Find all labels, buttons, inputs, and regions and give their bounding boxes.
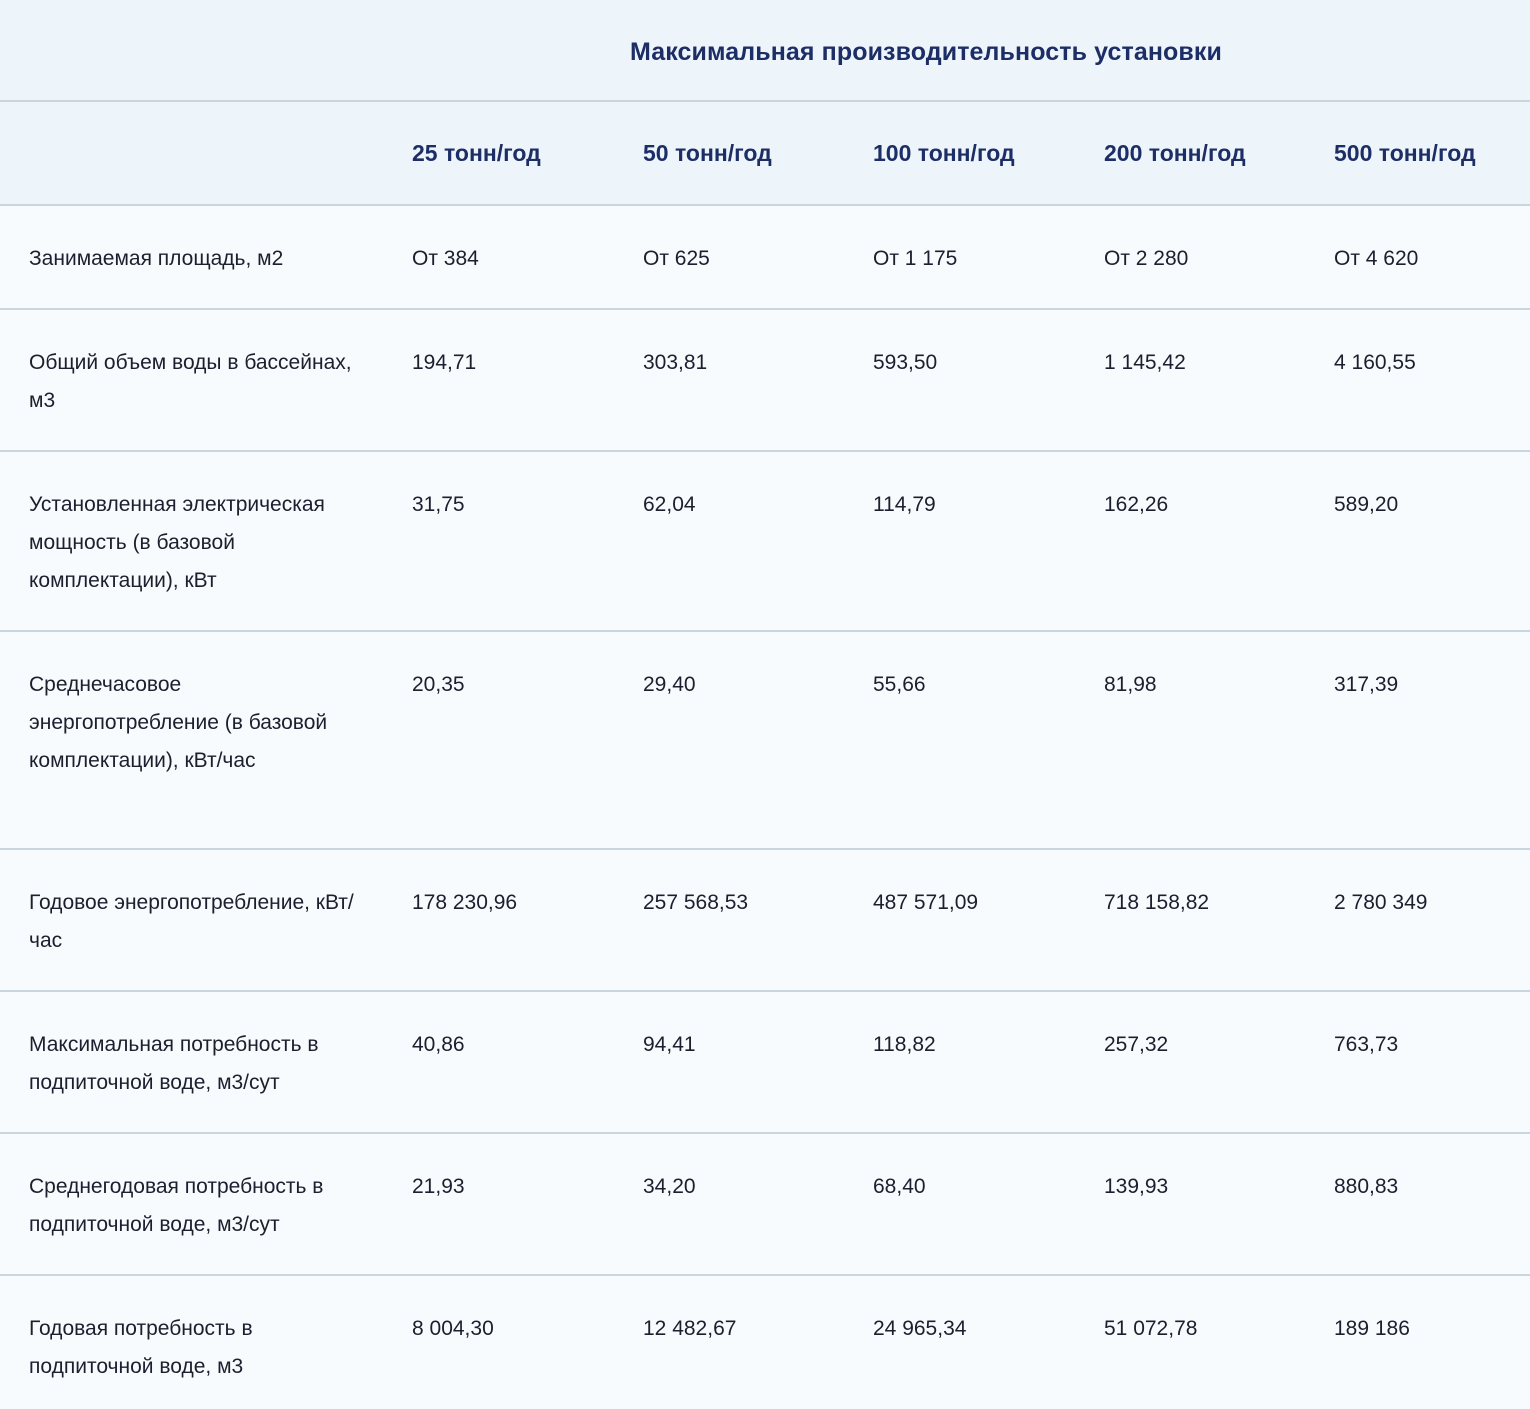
table-cell: От 4 620 (1334, 247, 1419, 270)
table-cell: 62,04 (643, 493, 696, 516)
table-cell: 317,39 (1334, 673, 1399, 696)
table-cell: 118,82 (873, 1033, 936, 1056)
table-cell: 303,81 (643, 351, 708, 374)
table-cell: 34,20 (643, 1175, 696, 1198)
table-cell: 139,93 (1104, 1175, 1169, 1198)
table-cell: 1 145,42 (1104, 351, 1186, 374)
table-row (0, 206, 1530, 310)
table-cell: 718 158,82 (1104, 891, 1210, 914)
table-cell: 40,86 (412, 1033, 465, 1056)
table-cell: 194,71 (412, 351, 477, 374)
table-cell: 487 571,09 (873, 891, 979, 914)
table-header-row (0, 102, 1530, 206)
table-cell: 55,66 (873, 673, 926, 696)
table-row (0, 850, 1530, 992)
row-label: Годовая потребность в подпиточной воде, м3 (29, 1317, 253, 1378)
table-caption-row (0, 0, 1530, 102)
table-cell: 178 230,96 (412, 891, 518, 914)
row-label: Среднегодовая потребность в подпиточной воде, м3/сут (29, 1175, 324, 1236)
row-label: Среднечасовое энергопотребление (в базовой комплектации), кВт/час (29, 673, 328, 772)
column-header-25: 25 тонн/год (412, 140, 541, 166)
table-cell: От 1 175 (873, 247, 958, 270)
table-cell: 29,40 (643, 673, 696, 696)
row-label: Общий объем воды в бассейнах, м3 (29, 351, 352, 412)
table-cell: 593,50 (873, 351, 938, 374)
column-header-100: 100 тонн/год (873, 140, 1015, 166)
table-cell: 162,26 (1104, 493, 1169, 516)
table-cell: 24 965,34 (873, 1317, 967, 1340)
table-row (0, 992, 1530, 1134)
table-cell: 189 186 (1334, 1317, 1410, 1340)
table-row (0, 1276, 1530, 1409)
table-row (0, 310, 1530, 452)
table-row (0, 1134, 1530, 1276)
table-cell: 8 004,30 (412, 1317, 494, 1340)
table-cell: От 2 280 (1104, 247, 1189, 270)
table-cell: 68,40 (873, 1175, 926, 1198)
table-cell: 94,41 (643, 1033, 696, 1056)
table-cell: 114,79 (873, 493, 936, 516)
row-label: Годовое энергопотребление, кВт/час (29, 891, 354, 952)
row-label: Занимаемая площадь, м2 (29, 247, 284, 270)
table-cell: 589,20 (1334, 493, 1399, 516)
table-cell: 21,93 (412, 1175, 465, 1198)
table-cell: 81,98 (1104, 673, 1157, 696)
column-header-500: 500 тонн/год (1334, 140, 1476, 166)
table-row (0, 632, 1530, 850)
row-label: Установленная электрическая мощность (в базовой комплектации), кВт (29, 493, 325, 592)
column-header-200: 200 тонн/год (1104, 140, 1246, 166)
table-cell: 12 482,67 (643, 1317, 737, 1340)
table-cell: 880,83 (1334, 1175, 1399, 1198)
table-cell: 257 568,53 (643, 891, 749, 914)
table-cell: 31,75 (412, 493, 465, 516)
table-cell: От 384 (412, 247, 479, 270)
table-cell: 257,32 (1104, 1033, 1169, 1056)
table-row (0, 452, 1530, 632)
table-cell: 51 072,78 (1104, 1317, 1198, 1340)
table-cell: 763,73 (1334, 1033, 1399, 1056)
table-cell: 20,35 (412, 673, 465, 696)
table-cell: 4 160,55 (1334, 351, 1416, 374)
row-label: Максимальная потребность в подпиточной воде, м3/сут (29, 1033, 319, 1094)
table-cell: От 625 (643, 247, 710, 270)
table-caption: Максимальная производительность установки (630, 38, 1222, 66)
table-cell: 2 780 349 (1334, 891, 1428, 914)
column-header-50: 50 тонн/год (643, 140, 772, 166)
